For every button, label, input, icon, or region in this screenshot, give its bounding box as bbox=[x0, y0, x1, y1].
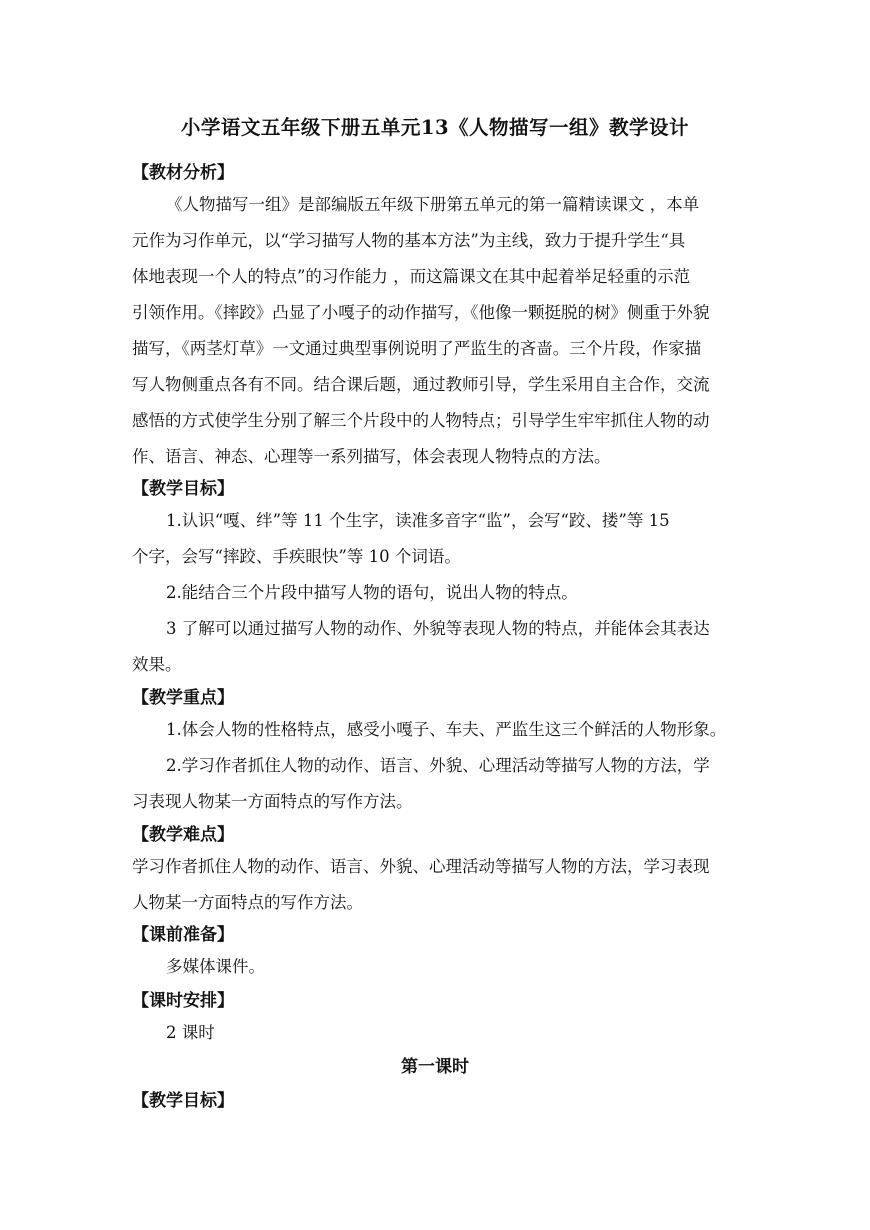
section-heading-schedule: 【课时安排】 bbox=[132, 991, 234, 1011]
material-analysis-line: 感悟的方式使学生分别了解三个片段中的人物特点；引导学生牢牢抓住人物的动 bbox=[132, 411, 710, 430]
key-point-item-2-line-1: 2.学习作者抓住人物的动作、语言、外貌、心理活动等描写人物的方法，学 bbox=[166, 756, 710, 775]
difficulties-line-2: 人物某一方面特点的写作方法。 bbox=[132, 893, 363, 912]
material-analysis-line: 元作为习作单元，以“学习描写人物的基本方法”为主线，致力于提升学生“具 bbox=[132, 231, 686, 250]
material-analysis-line: 引领作用。《摔跤》凸显了小嘎子的动作描写，《他像一颗挺脱的树》侧重于外貌 bbox=[132, 303, 710, 322]
goal-item-3-line-2: 效果。 bbox=[132, 655, 182, 674]
preparation-text: 多媒体课件。 bbox=[166, 957, 265, 976]
lesson-1-title: 第一课时 bbox=[401, 1057, 469, 1077]
section-heading-key-points: 【教学重点】 bbox=[132, 688, 234, 708]
material-analysis-line: 写人物侧重点各有不同。结合课后题，通过教师引导，学生采用自主合作，交流 bbox=[132, 375, 710, 394]
schedule-text: 2 课时 bbox=[166, 1023, 215, 1042]
key-point-item-2-line-2: 习表现人物某一方面特点的写作方法。 bbox=[132, 792, 413, 811]
goal-item-1-line-2: 个字，会写“摔跤、手疾眼快”等 10 个词语。 bbox=[132, 547, 461, 566]
material-analysis-line: 体地表现一个人的特点”的习作能力 ，而这篇课文在其中起着举足轻重的示范 bbox=[132, 267, 691, 286]
document-title: 小学语文五年级下册五单元13《人物描写一组》教学设计 bbox=[180, 116, 690, 139]
goal-item-2: 2.能结合三个片段中描写人物的语句，说出人物的特点。 bbox=[166, 583, 578, 602]
section-heading-material-analysis: 【教材分析】 bbox=[132, 163, 234, 183]
section-heading-preparation: 【课前准备】 bbox=[132, 925, 234, 945]
material-analysis-line: 描写，《两茎灯草》一文通过典型事例说明了严监生的吝啬。三个片段，作家描 bbox=[132, 339, 702, 358]
section-heading-goals: 【教学目标】 bbox=[132, 479, 234, 499]
difficulties-line-1: 学习作者抓住人物的动作、语言、外貌、心理活动等描写人物的方法，学习表现 bbox=[132, 857, 710, 876]
material-analysis-line: 作、语言、神态、心理等一系列描写，体会表现人物特点的方法。 bbox=[132, 447, 611, 466]
section-heading-lesson-1-goals: 【教学目标】 bbox=[132, 1091, 234, 1111]
key-point-item-1: 1.体会人物的性格特点，感受小嘎子、车夫、严监生这三个鲜活的人物形象。 bbox=[166, 720, 727, 739]
goal-item-1-line-1: 1.认识“嘎、绊”等 11 个生字，读准多音字“监”，会写“跤、搂”等 15 bbox=[166, 511, 670, 530]
goal-item-3-line-1: 3 了解可以通过描写人物的动作、外貌等表现人物的特点，并能体会其表达 bbox=[166, 619, 710, 638]
material-analysis-line: 《人物描写一组》是部编版五年级下册第五单元的第一篇精读课文 ，本单 bbox=[166, 195, 700, 214]
section-heading-difficulties: 【教学难点】 bbox=[132, 825, 234, 845]
